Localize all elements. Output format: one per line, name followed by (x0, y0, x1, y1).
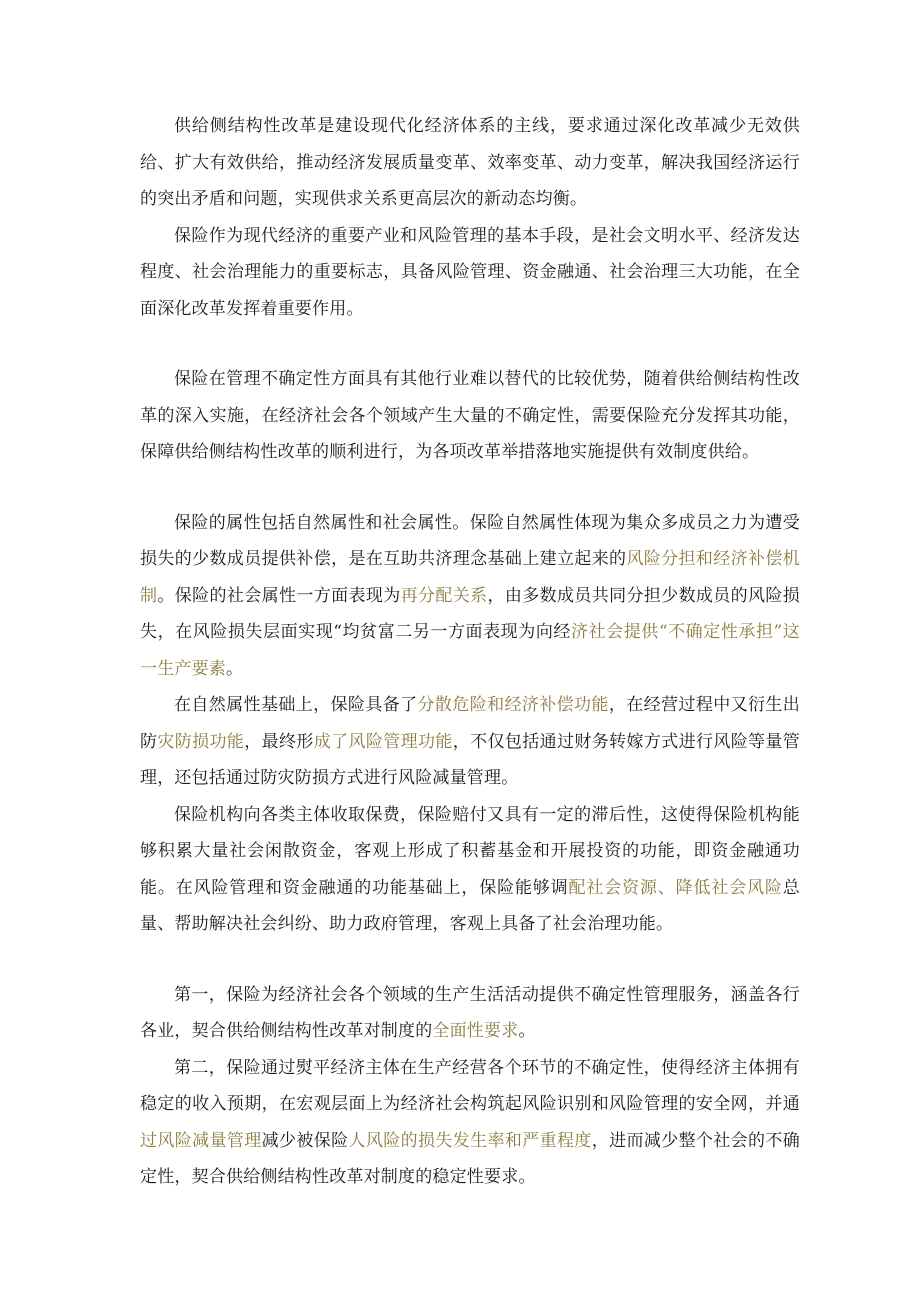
paragraph-8 (140, 1050, 800, 1196)
paragraph-text: ，进而减少整个社会的不确定性，契合供给侧结构性改革对制度的稳定性要求。 (140, 1130, 800, 1187)
paragraph-text: 第一，保险为经济社会各个领域的生产生活活动提供不确定性管理服务，涵盖各行各业，契合供给侧结构性改革对制度的 (140, 984, 800, 1041)
paragraph-text: 。 (518, 1021, 536, 1041)
paragraph-text: 保险的属性包括自然属性和社会属性。保险自然属性体现为集众多成员之力为遭受损失的少数成员提供补偿，是在互助共济理念基础上建立起来的 (140, 512, 800, 569)
paragraph-text: 。 (226, 658, 244, 679)
paragraph-text: 总量、帮助解决社会纠纷、助力政府管理，客观上具备了社会治理功能。 (140, 877, 800, 934)
paragraph-6 (140, 797, 800, 943)
document-page (140, 108, 800, 1196)
highlighted-text: 灾防损功能 (157, 731, 245, 752)
paragraph-gap (140, 471, 800, 505)
highlighted-text: 分散危险和经济补偿功能 (417, 695, 609, 715)
paragraph-text: ，由多数成员共同分担少数成员的风险损失，在风险损失层面实现“均贫富二另一方面表现为向经 (140, 585, 800, 642)
paragraph-gap (140, 327, 800, 361)
highlighted-text: 济社会提供“不确定性承担”这一生产要素 (140, 622, 800, 679)
paragraph-text: 第二，保险通过熨平经济主体在生产经营各个环节的不确定性，使得经济主体拥有稳定的收入预期，在宏观层面上为经济社会构筑起风险识别和风险管理的安全网，并通 (140, 1057, 800, 1114)
paragraph-text: 减少被保险 (261, 1130, 349, 1151)
highlighted-text: 配社会资源、降低社会风险 (568, 877, 783, 898)
paragraph-text: 保险在管理不确定性方面具有其他行业难以替代的比较优势，随着供给侧结构性改革的深入实施，在经济社会各个领域产生大量的不确定性，需要保险充分发挥其功能，保障供给侧结构性改革的顺利进行，为各项改革举措落地实施提供有效制度供给。 (140, 369, 800, 462)
paragraph-4 (140, 505, 800, 688)
paragraph-5 (140, 687, 800, 797)
highlighted-text: 过风险减量管理 (140, 1130, 262, 1151)
paragraph-text: ，最终形 (244, 731, 314, 752)
paragraph-3 (140, 361, 800, 471)
paragraph-gap (140, 943, 800, 977)
paragraph-text: ，在经营过程中又衍生出防 (140, 695, 800, 752)
highlighted-text: 全面性要求 (432, 1021, 519, 1041)
paragraph-7 (140, 977, 800, 1050)
highlighted-text: 风险分担和经济补偿机制 (140, 549, 800, 606)
highlighted-text: 成了风险管理功能 (313, 731, 453, 752)
paragraph-text: 。保险的社会属性一方面表现为 (157, 585, 401, 606)
paragraph-text: ，不仅包括通过财务转嫁方式进行风险等量管理，还包括通过防灾防损方式进行风险减量管理。 (140, 731, 801, 788)
highlighted-text: 人风险的损失发生率和严重程度 (348, 1130, 592, 1151)
paragraph-2 (140, 218, 800, 328)
paragraph-text: 保险机构向各类主体收取保费，保险赔付又具有一定的滞后性，这使得保险机构能够积累大量社会闲散资金，客观上形成了积蓄基金和开展投资的功能，即资金融通功能。在风险管理和资金融通的功能基础上，保险能够调 (140, 804, 800, 898)
paragraph-text: 供给侧结构性改革是建设现代化经济体系的主线，要求通过深化改革减少无效供给、扩大有效供给，推动经济发展质量变革、效率变革、动力变革，解决我国经济运行的突出矛盾和问题，实现供求关系更高层次的新动态均衡。 (140, 116, 800, 209)
paragraph-1 (140, 108, 800, 218)
paragraph-text: 保险作为现代经济的重要产业和风险管理的基本手段，是社会文明水平、经济发达程度、社会治理能力的重要标志，具备风险管理、资金融通、社会治理三大功能，在全面深化改革发挥着重要作用。 (140, 225, 800, 319)
highlighted-text: 再分配关系 (400, 585, 488, 606)
paragraph-text: 在自然属性基础上，保险具备了 (174, 695, 418, 715)
